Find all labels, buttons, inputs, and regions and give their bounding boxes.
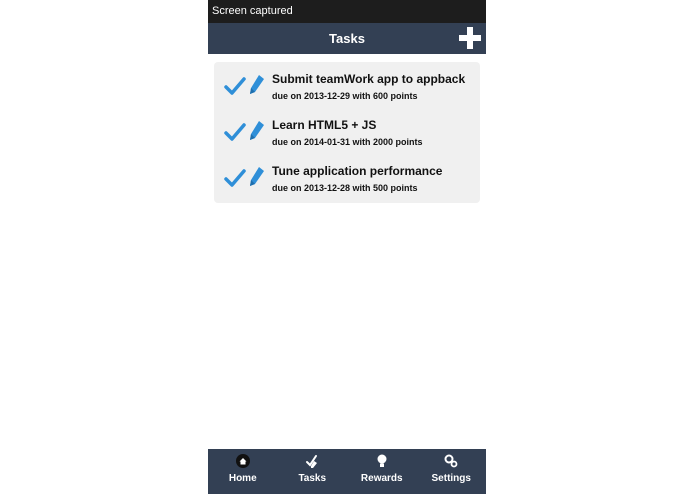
task-item[interactable] <box>214 158 480 204</box>
status-text: Screen captured <box>212 5 293 17</box>
status-bar <box>208 0 486 23</box>
tab-label: Home <box>228 473 257 484</box>
tab-label: Settings <box>431 473 471 484</box>
tab-label: Tasks <box>298 473 327 484</box>
task-title: Learn HTML5 + JS <box>272 118 377 132</box>
task-due: due on 2013-12-28 with 500 points <box>272 183 418 193</box>
check-icon[interactable] <box>224 121 246 143</box>
check-icon[interactable] <box>224 75 246 97</box>
tab-settings[interactable] <box>417 449 487 494</box>
add-task-button[interactable] <box>459 27 481 49</box>
tasks-icon <box>305 454 319 468</box>
settings-icon <box>444 454 458 468</box>
task-item[interactable] <box>214 112 480 158</box>
app-screen <box>208 0 486 494</box>
task-due: due on 2014-01-31 with 2000 points <box>272 137 423 147</box>
task-title: Tune application performance <box>272 164 443 178</box>
task-due: due on 2013-12-29 with 600 points <box>272 91 418 101</box>
tab-label: Rewards <box>360 473 403 484</box>
check-icon[interactable] <box>224 167 246 189</box>
tab-home[interactable] <box>208 449 278 494</box>
rewards-icon <box>375 454 389 468</box>
tab-tasks[interactable] <box>278 449 348 494</box>
task-item[interactable] <box>214 66 480 112</box>
task-title: Submit teamWork app to appback <box>272 72 466 86</box>
home-icon <box>236 454 250 468</box>
edit-icon[interactable] <box>248 166 266 188</box>
page-title: Tasks <box>329 31 365 46</box>
edit-icon[interactable] <box>248 74 266 96</box>
bottom-tab-bar <box>208 449 486 494</box>
header-bar <box>208 23 486 54</box>
task-list <box>214 62 480 203</box>
edit-icon[interactable] <box>248 120 266 142</box>
tab-rewards[interactable] <box>347 449 417 494</box>
